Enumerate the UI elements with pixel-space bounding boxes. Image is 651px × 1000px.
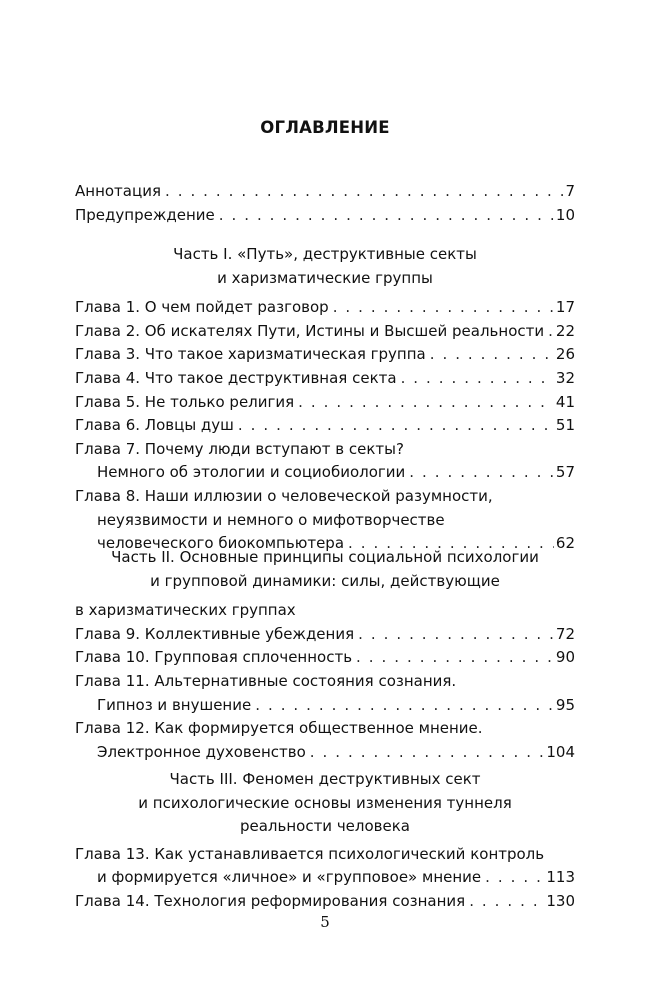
front-matter: [75, 180, 575, 227]
page-number: 26: [555, 345, 575, 364]
entry-text: Глава 14. Технология реформирования сознания: [75, 891, 466, 910]
page-number: 32: [555, 368, 575, 387]
entry-text: Глава 13. Как устанавливается психологический контроль: [75, 844, 545, 863]
dot-leader: [358, 623, 554, 647]
page-number: 10: [555, 205, 575, 224]
part-heading-tail: в харизматических группах: [75, 601, 296, 620]
entry-text: Глава 12. Как формируется общественное мнение.: [75, 719, 483, 738]
entry-text-continued: неуязвимости и немного о мифотворчестве: [97, 510, 445, 529]
entry-text: Глава 3. Что такое харизматическая группа: [75, 345, 426, 364]
toc-entry-chapter-5[interactable]: [75, 391, 575, 415]
entry-text: Глава 1. О чем пойдет разговор: [75, 298, 329, 317]
dot-leader: [219, 204, 554, 228]
entry-text: Аннотация: [75, 182, 161, 200]
entry-text-continued: Немного об этологии и социобиологии: [97, 463, 406, 482]
toc-entry-chapter-3[interactable]: [75, 343, 575, 367]
page-number: 104: [546, 742, 575, 761]
part-heading-line: и психологические основы изменения туннеля: [138, 793, 512, 812]
dot-leader: [356, 646, 554, 670]
part-heading-line: Часть II. Основные принципы социальной психологии: [111, 548, 539, 566]
page-number: 62: [555, 534, 575, 553]
toc-entry-chapter-4[interactable]: [75, 367, 575, 391]
entry-text: Глава 8. Наши иллюзии о человеческой разумности,: [75, 486, 493, 505]
page-number: 7: [565, 182, 575, 200]
part-heading-line: Часть I. «Путь», деструктивные секты: [173, 245, 477, 263]
entry-text: Глава 6. Ловцы душ: [75, 416, 234, 435]
page-number: 51: [555, 416, 575, 435]
toc-entry-chapter-9[interactable]: [75, 623, 575, 647]
dot-leader: [430, 343, 554, 367]
toc-entry-chapter-2[interactable]: [75, 320, 575, 344]
part-heading[interactable]: [75, 768, 575, 839]
entry-text: Предупреждение: [75, 205, 215, 224]
part-heading[interactable]: [75, 546, 575, 593]
dot-leader: [333, 296, 554, 320]
part-heading-line: реальности человека: [239, 817, 411, 836]
toc-entry-chapter-13[interactable]: [75, 843, 575, 890]
dot-leader: [298, 391, 554, 415]
dot-leader: [165, 180, 563, 204]
page-number: 22: [555, 321, 575, 340]
dot-leader: [469, 890, 544, 914]
toc-entry-chapter-7[interactable]: [75, 438, 575, 485]
toc-entry-chapter-11[interactable]: [75, 670, 575, 717]
part-3: [75, 768, 575, 914]
entry-text: Глава 7. Почему люди вступают в секты?: [75, 439, 404, 458]
entry-text: Глава 10. Групповая сплоченность: [75, 648, 353, 667]
dot-leader: [310, 741, 545, 765]
page-number: 130: [546, 891, 575, 910]
toc-entry-warning[interactable]: [75, 204, 575, 228]
dot-leader: [485, 866, 544, 890]
entry-text: Глава 9. Коллективные убеждения: [75, 624, 355, 643]
entry-text: Глава 2. Об искателях Пути, Истины и Высшей реальности: [75, 321, 545, 340]
toc-entry-chapter-14[interactable]: [75, 890, 575, 914]
toc-entry-chapter-1[interactable]: [75, 296, 575, 320]
page-number: 90: [555, 648, 575, 667]
part-heading[interactable]: [75, 243, 575, 290]
toc-title: ОГЛАВЛЕНИЕ: [260, 118, 390, 137]
toc-entry-chapter-12[interactable]: [75, 717, 575, 764]
entry-text: Глава 4. Что такое деструктивная секта: [75, 368, 397, 387]
toc-entry-annotation[interactable]: [75, 180, 575, 204]
page-number: 113: [546, 868, 575, 887]
entry-text: Глава 11. Альтернативные состояния сознания.: [75, 671, 457, 690]
dot-leader: [401, 367, 554, 391]
part-heading-line: Часть III. Феномен деструктивных сект: [169, 770, 481, 788]
entry-text-continued: и формируется «личное» и «групповое» мнение: [97, 868, 482, 887]
entry-text-continued: Гипноз и внушение: [97, 695, 252, 714]
page-number: 41: [555, 392, 575, 411]
dot-leader: [409, 461, 554, 485]
dot-leader: [255, 694, 554, 718]
entry-text-continued: человеческого биокомпьютера: [97, 534, 345, 553]
page-number: 57: [555, 463, 575, 482]
entry-text: Глава 5. Не только религия: [75, 392, 295, 411]
part-1: [75, 243, 575, 556]
page-number: 72: [555, 624, 575, 643]
page-folio: 5: [320, 913, 330, 931]
part-heading-line: и харизматические группы: [217, 268, 433, 287]
entry-text-continued: Электронное духовенство: [97, 742, 306, 761]
page-number: 17: [555, 298, 575, 317]
dot-leader: [238, 414, 554, 438]
page-number: 95: [555, 695, 575, 714]
toc-entry-chapter-6[interactable]: [75, 414, 575, 438]
part-heading-line: и групповой динамики: силы, действующие: [150, 571, 500, 590]
toc-entry-chapter-10[interactable]: [75, 646, 575, 670]
part-2: [75, 546, 575, 764]
